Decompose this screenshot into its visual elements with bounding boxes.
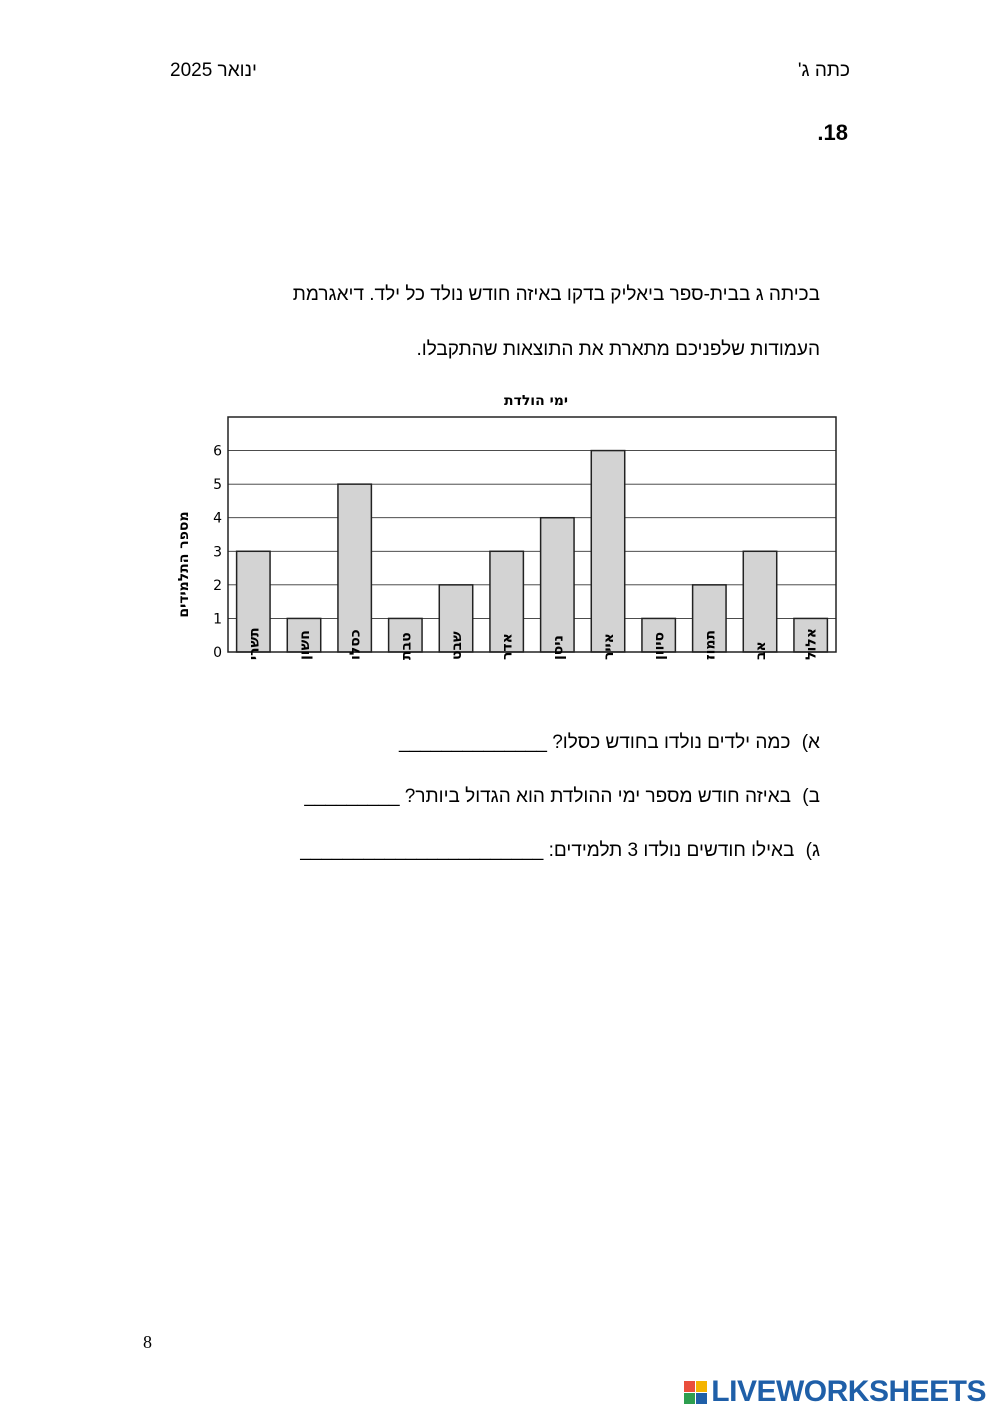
y-tick-label: 5	[213, 477, 222, 494]
bar-8	[591, 451, 624, 652]
date-label: ינואר 2025	[170, 60, 257, 81]
answer-blank-a[interactable]: ______________	[399, 732, 547, 753]
sub-question-b	[304, 786, 820, 808]
x-tick-label: אלול	[803, 628, 820, 660]
liveworksheets-logo[interactable]	[684, 1375, 986, 1409]
chart-x-ticks	[246, 627, 819, 660]
answer-blank-b[interactable]: _________	[304, 786, 400, 807]
question-number: .18	[817, 120, 848, 145]
x-tick-label: אדר	[499, 633, 516, 660]
class-label: כתה ג'	[797, 60, 850, 81]
bar-11	[743, 551, 776, 652]
x-tick-label: סיוון	[651, 631, 668, 660]
sub-question-a-text: כמה ילדים נולדו בחודש כסלו?	[552, 732, 791, 753]
answer-blank-c[interactable]: _______________________	[300, 840, 544, 861]
y-tick-label: 6	[213, 443, 222, 460]
sub-question-a	[399, 732, 820, 754]
sub-question-a-letter: א)	[801, 732, 820, 753]
question-paragraph-line-1: בכיתה ג בבית-ספר ביאליק בדקו באיזה חודש נולד כל ילד. דיאגרמת	[292, 284, 820, 305]
y-tick-label: 4	[213, 510, 222, 527]
sub-question-c	[300, 840, 820, 862]
x-tick-label: כסלו	[347, 629, 364, 660]
question-paragraph-line-2: העמודות שלפניכם מתארת את התוצאות שהתקבלו.	[416, 339, 820, 360]
x-tick-label: תשרי	[246, 627, 263, 660]
x-tick-label: טבת	[398, 632, 415, 660]
y-tick-label: 3	[213, 544, 222, 561]
bar-3	[338, 484, 371, 652]
bar-7	[541, 518, 574, 652]
sub-question-c-letter: ג)	[805, 840, 820, 861]
x-tick-label: אב	[753, 641, 769, 660]
x-tick-label: אייר	[601, 633, 617, 660]
y-tick-label: 0	[213, 645, 222, 661]
sub-question-b-letter: ב)	[802, 786, 820, 807]
chart-y-axis-label: מספר התלמידים	[176, 511, 192, 618]
x-tick-label: ניסן	[550, 635, 567, 660]
y-tick-label: 1	[213, 611, 222, 628]
page-number: 8	[143, 1332, 152, 1352]
brand-name: LIVEWORKSHEETS	[711, 1375, 986, 1408]
sub-question-b-text: באיזה חודש מספר ימי ההולדת הוא הגדול ביותר?	[404, 786, 792, 807]
sub-question-c-text: באילו חודשים נולדו 3 תלמידים:	[548, 840, 795, 861]
chart-y-ticks	[213, 444, 222, 661]
x-tick-label: תמוז	[702, 629, 719, 660]
chart-svg	[170, 385, 850, 715]
liveworksheets-logo-icon	[684, 1381, 707, 1404]
y-tick-label: 2	[213, 577, 222, 594]
x-tick-label: שבט	[449, 631, 465, 660]
x-tick-label: חשון	[297, 630, 313, 660]
birthday-bar-chart	[170, 385, 850, 715]
chart-title: ימי הולדת	[504, 393, 568, 409]
